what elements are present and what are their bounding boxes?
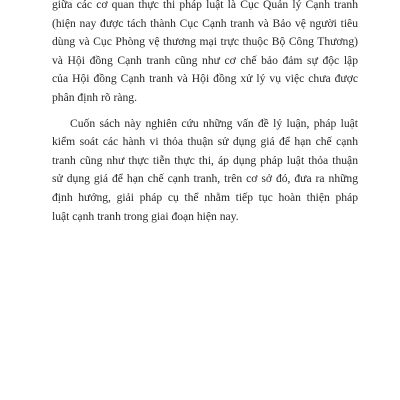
text-line: Cuốn sách này nghiên cứu những vấn đề lý luận, pháp luật xyxy=(70,116,358,130)
paragraph-2 xyxy=(52,115,358,227)
text-line: kiểm soát các hành vi thỏa thuận sử dụng giá để hạn chế cạnh xyxy=(52,135,358,149)
body-text xyxy=(52,0,358,226)
text-line: của Hội đồng Cạnh tranh và Hội đồng xử lý vụ việc chưa được xyxy=(52,72,358,86)
text-line: dùng và Cục Phòng vệ thương mại trực thuộc Bộ Công Thương) xyxy=(52,35,358,49)
text-line: sử dụng giá để hạn chế cạnh tranh, trên cơ sở đó, đưa ra những xyxy=(52,172,358,186)
text-line: định hướng, giải pháp cụ thể nhằm tiếp tục hoàn thiện pháp xyxy=(52,190,358,204)
text-line: luật cạnh tranh trong giai đoạn hiện nay. xyxy=(52,209,239,223)
text-line: (hiện nay được tách thành Cục Cạnh tranh và Bảo vệ người tiêu xyxy=(52,16,358,30)
text-line: và Hội đồng Cạnh tranh cũng như cơ chế bảo đảm sự độc lập xyxy=(52,53,358,67)
text-line: giữa các cơ quan thực thi pháp luật là Cục Quản lý Cạnh tranh xyxy=(52,0,358,11)
paragraph-spacer xyxy=(52,108,358,115)
text-line: tranh cũng như thực tiễn thực thi, áp dụng pháp luật thỏa thuận xyxy=(52,153,358,167)
text-line: phân định rõ ràng. xyxy=(52,90,138,104)
paragraph-1 xyxy=(52,0,358,108)
